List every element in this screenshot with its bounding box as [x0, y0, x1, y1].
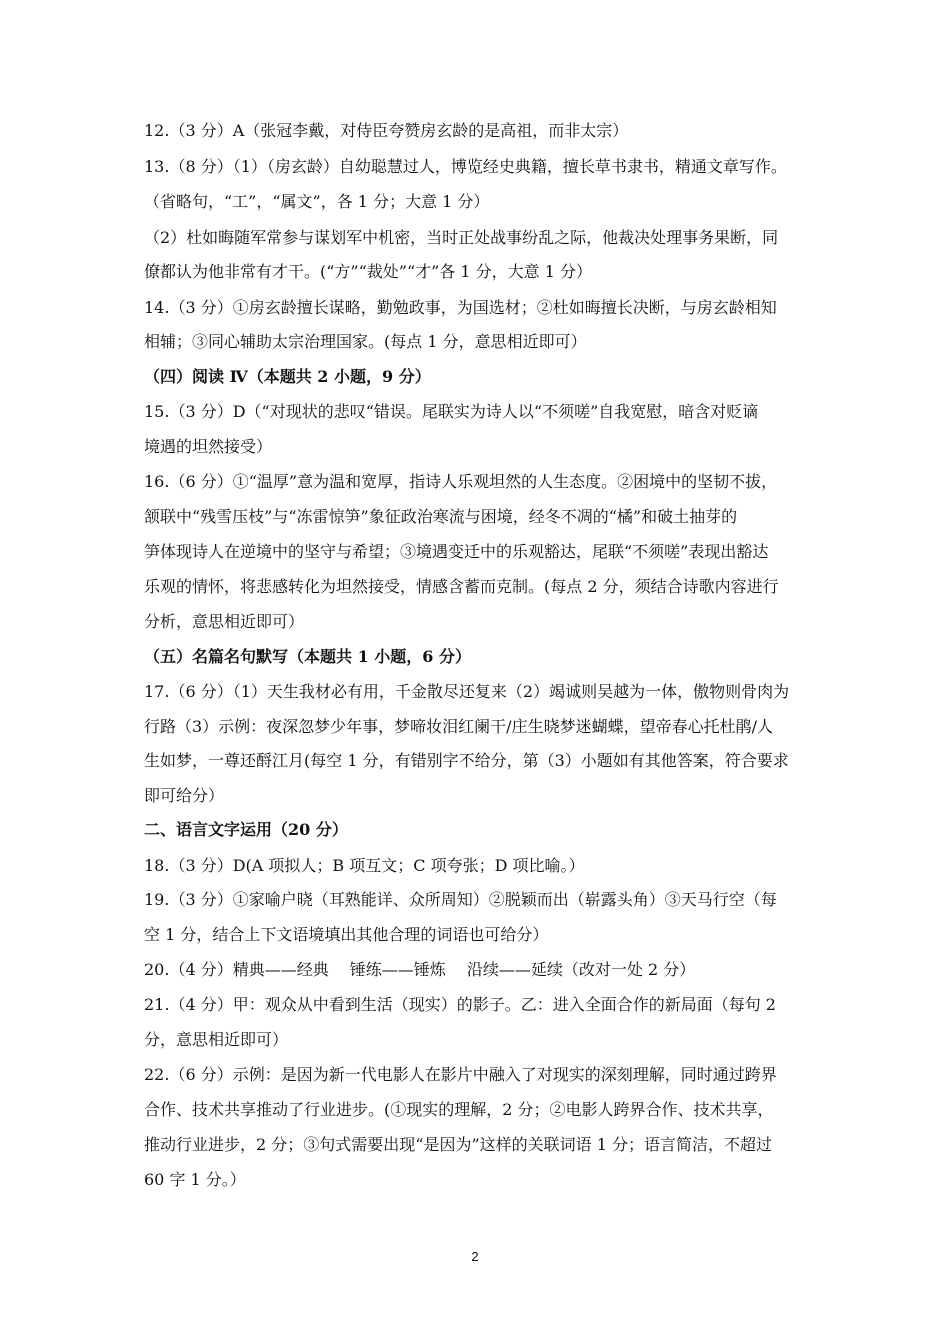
- answer-line-16: 16.（6 分）①“温厚”意为温和宽厚，指诗人乐观坦然的人生态度。②困境中的坚韧不拔，: [144, 472, 778, 491]
- answer-line: 乐观的情怀，将悲感转化为坦然接受，情感含蓄而克制。(每点 2 分，须结合诗歌内容进行: [144, 577, 779, 596]
- answer-line: （省略句，“工”，“属文”，各 1 分；大意 1 分）: [144, 192, 490, 211]
- answer-line-15: 15.（3 分）D（“对现状的悲叹“错误。尾联实为诗人以“不须嗟”自我宽慰，暗含对贬谪: [144, 402, 759, 421]
- answer-line: 分析，意思相近即可）: [144, 612, 305, 631]
- answer-line-19: 19.（3 分）①家喻户晓（耳熟能详、众所周知）②脱颖而出（崭露头角）③天马行空（每: [144, 890, 777, 909]
- answer-line: 生如梦，一尊还酹江月(每空 1 分，有错别字不给分，第（3）小题如有其他答案，符合要求: [144, 751, 789, 770]
- answer-line-20: 20.（4 分）精典——经典 锤练——锤炼 沿续——延续（改对一处 2 分）: [144, 960, 696, 979]
- answer-line: 60 字 1 分。）: [144, 1170, 246, 1189]
- answer-line-21: 21.（4 分）甲：观众从中看到生活（现实）的影子。乙：进入全面合作的新局面（每句 2: [144, 995, 776, 1014]
- answer-line-22: 22.（6 分）示例：是因为新一代电影人在影片中融入了对现实的深刻理解，同时通过跨界: [144, 1065, 777, 1084]
- answer-line: 分，意思相近即可）: [144, 1030, 289, 1049]
- answer-line: 笋体现诗人在逆境中的坚守与希望；③境遇变迁中的乐观豁达，尾联“不须嗟”表现出豁达: [144, 542, 769, 561]
- answer-line: （2）杜如晦随军常参与谋划军中机密，当时正处战事纷乱之际，他裁决处理事务果断，同: [144, 228, 779, 247]
- answer-line: 空 1 分，结合上下文语境填出其他合理的词语也可给分）: [144, 925, 549, 944]
- answer-line-18: 18.（3 分）D(A 项拟人；B 项互文；C 项夸张；D 项比喻。）: [144, 856, 585, 875]
- answer-line: 推动行业进步，2 分；③句式需要出现“是因为”这样的关联词语 1 分；语言简洁，不超过: [144, 1135, 772, 1154]
- section-heading-language-use: 二、语言文字运用（20 分）: [144, 820, 348, 839]
- answer-line: 合作、技术共享推动了行业进步。(①现实的理解，2 分；②电影人跨界合作、技术共享，: [144, 1100, 774, 1119]
- page-number: 2: [471, 1249, 479, 1264]
- answer-line-12: 12.（3 分）A（张冠李戴，对侍臣夸赞房玄龄的是高祖，而非太宗）: [144, 121, 629, 140]
- answer-line-14: 14.（3 分）①房玄龄擅长谋略，勤勉政事，为国选材；②杜如晦擅长决断，与房玄龄相知: [144, 298, 777, 317]
- answer-line: 相辅；③同心辅助太宗治理国家。(每点 1 分，意思相近即可）: [144, 332, 587, 351]
- answer-line-17: 17.（6 分）（1）天生我材必有用，千金散尽还复来（2）竭诚则吴越为一体，傲物则骨肉为: [144, 682, 790, 701]
- answer-line: 境遇的坦然接受）: [144, 437, 273, 456]
- answer-line: 即可给分）: [144, 786, 225, 805]
- answer-line: 颔联中“残雪压枝”与“冻雷惊笋”象征政治寒流与困境，经冬不凋的“橘”和破土抽芽的: [144, 507, 738, 526]
- answer-line-13: 13.（8 分）（1）（房玄龄）自幼聪慧过人，博览经史典籍，擅长草书隶书，精通文章写作。: [144, 157, 787, 176]
- answer-line: 行路（3）示例：夜深忽梦少年事，梦啼妆泪红阑干/庄生晓梦迷蝴蝶，望帝春心托杜鹃/人: [144, 717, 773, 736]
- answer-line: 僚都认为他非常有才干。(“方”“裁处”“才”各 1 分，大意 1 分）: [144, 262, 593, 281]
- section-heading-reading-4: （四）阅读 Ⅳ（本题共 2 小题，9 分）: [144, 367, 431, 386]
- section-heading-recitation: （五）名篇名句默写（本题共 1 小题，6 分）: [144, 647, 471, 666]
